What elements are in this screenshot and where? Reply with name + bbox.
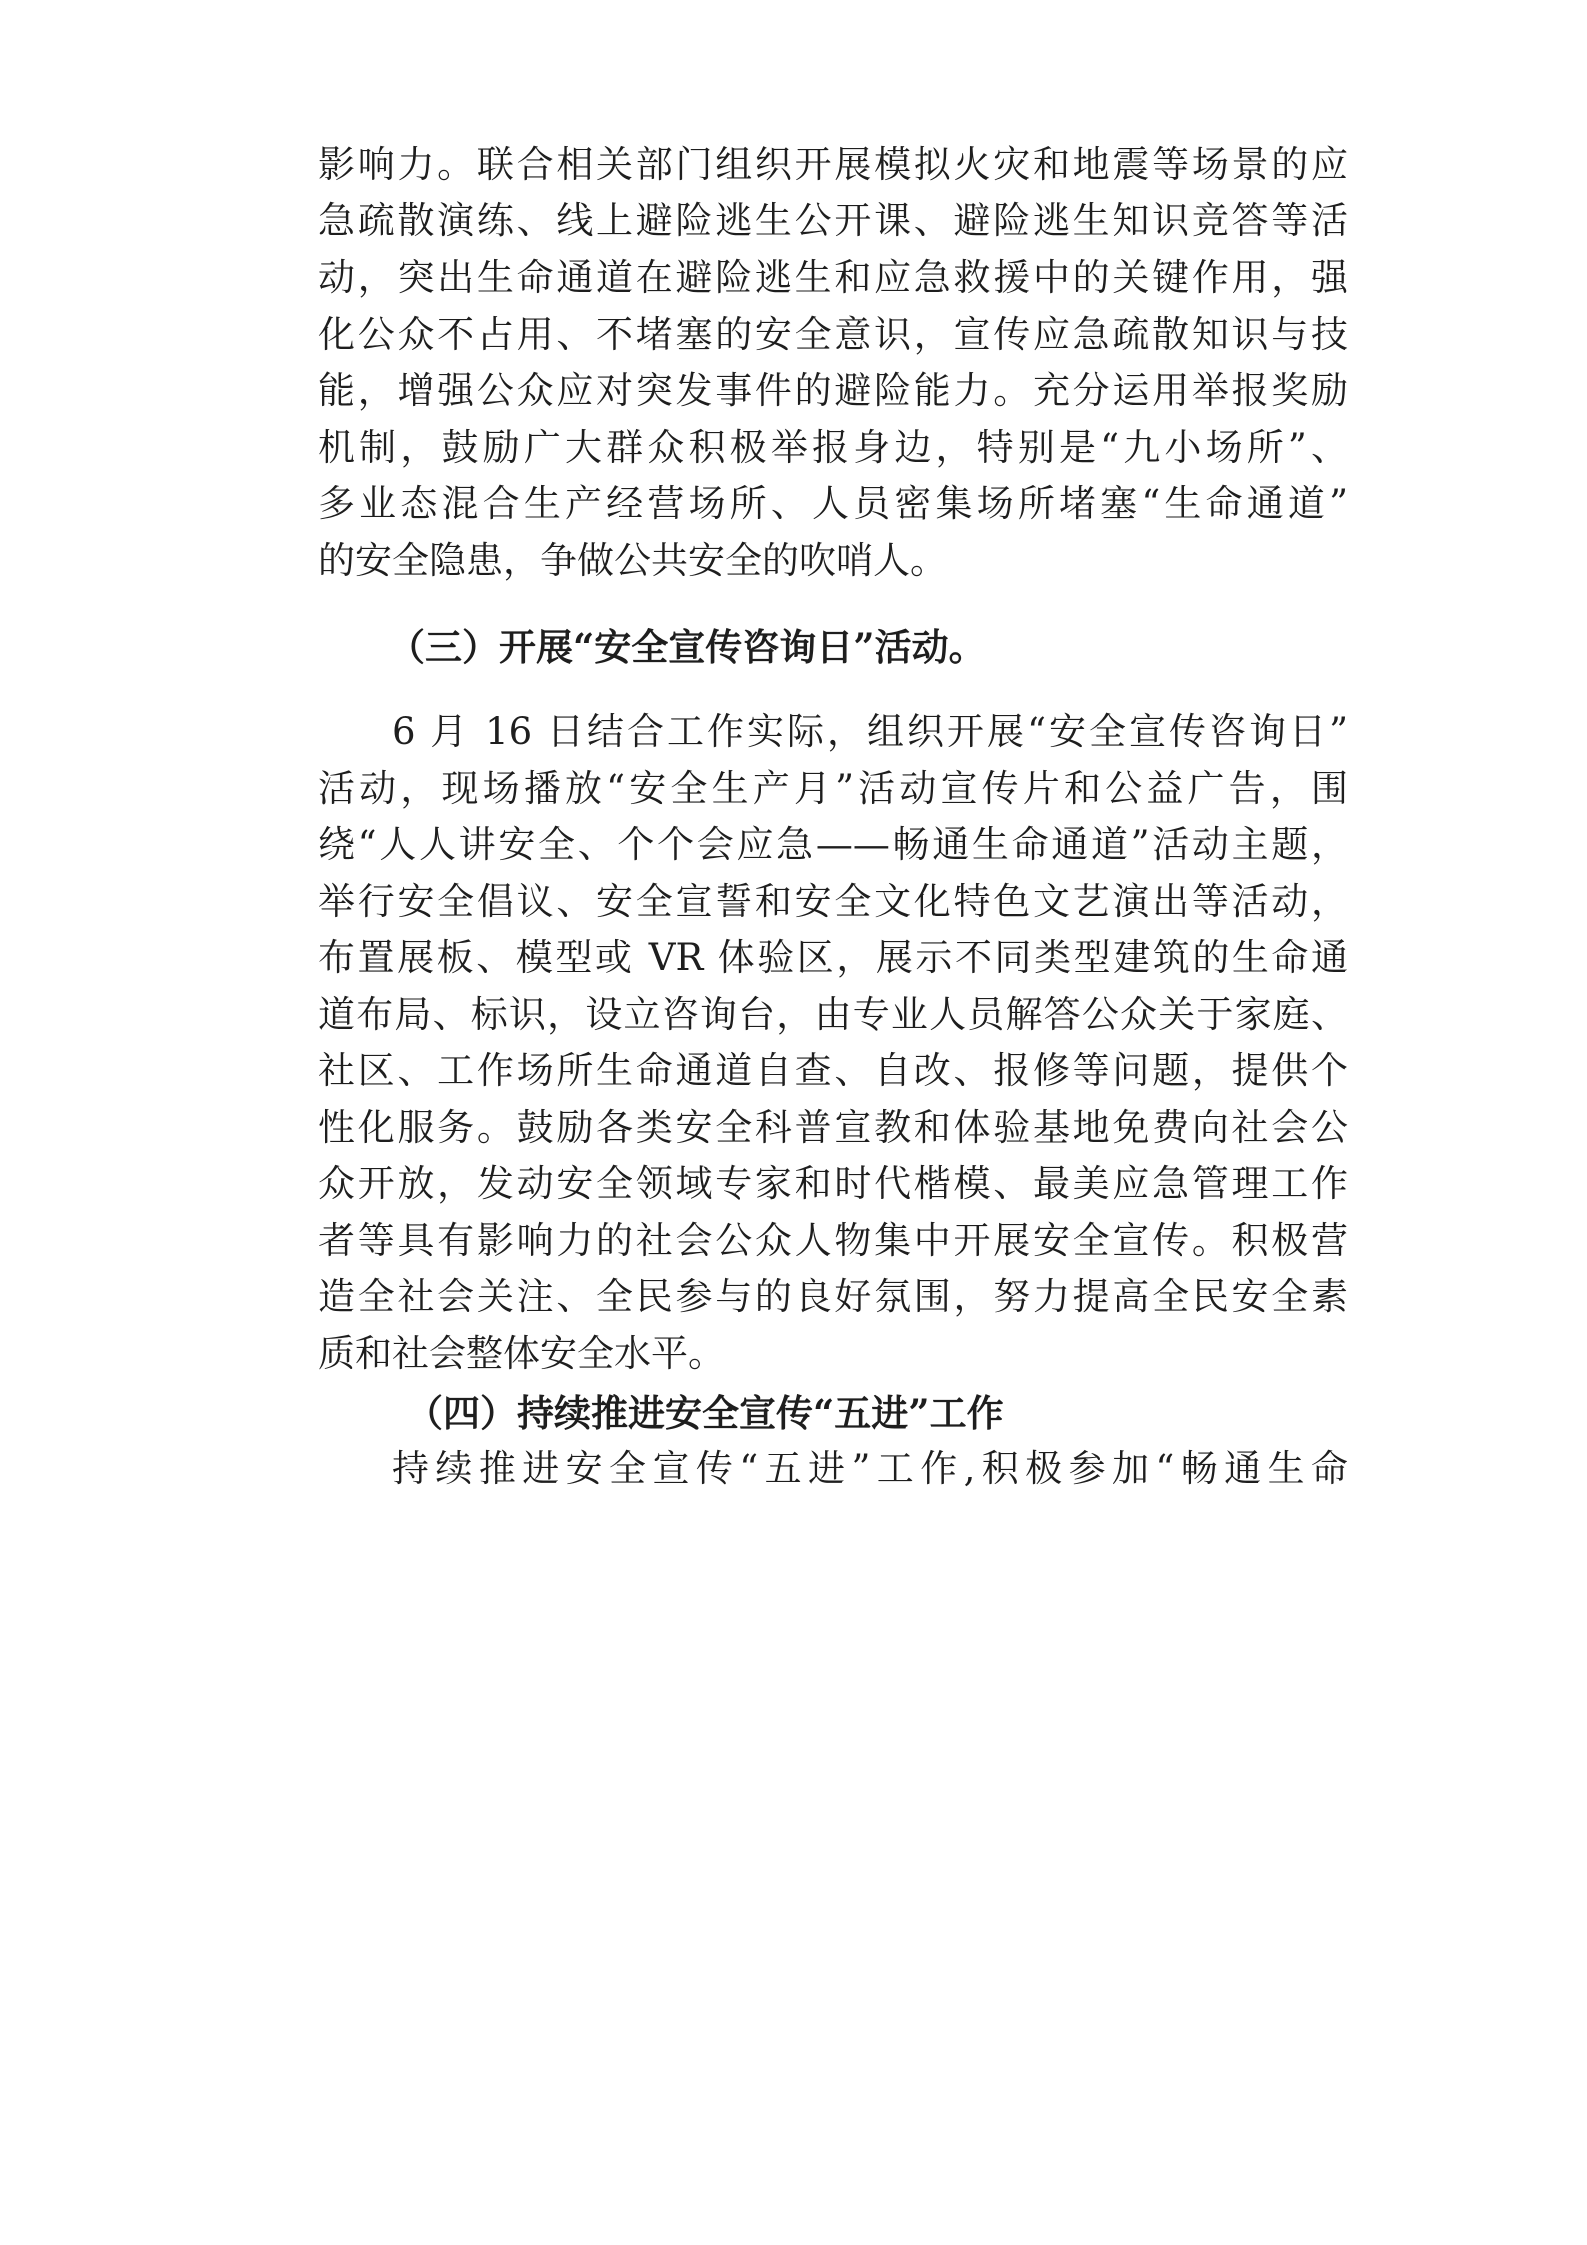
paragraph-line-3: 动，突出生命通道在避险逃生和应急救援中的关键作用，强 bbox=[318, 256, 1348, 299]
paragraph-line-10: 6 月 16 日结合工作实际，组织开展“安全宣传咨询日” bbox=[392, 710, 1348, 753]
paragraph-line-11: 活动，现场播放“安全生产月”活动宣传片和公益广告，围 bbox=[318, 767, 1348, 810]
section-heading-4: （四）持续推进安全宣传“五进”工作 bbox=[406, 1391, 1004, 1435]
paragraph-line-16: 社区、工作场所生命通道自查、自改、报修等问题，提供个 bbox=[318, 1049, 1348, 1092]
paragraph-line-14: 布置展板、模型或 VR 体验区，展示不同类型建筑的生命通 bbox=[318, 936, 1348, 979]
paragraph-line-2: 急疏散演练、线上避险逃生公开课、避险逃生知识竞答等活 bbox=[318, 199, 1348, 242]
paragraph-line-8: 的安全隐患，争做公共安全的吹哨人。 bbox=[318, 539, 947, 582]
paragraph-line-1: 影响力。联合相关部门组织开展模拟火灾和地震等场景的应 bbox=[318, 143, 1348, 186]
paragraph-line-17: 性化服务。鼓励各类安全科普宣教和体验基地免费向社会公 bbox=[318, 1106, 1348, 1149]
paragraph-line-18: 众开放，发动安全领域专家和时代楷模、最美应急管理工作 bbox=[318, 1162, 1348, 1205]
paragraph-line-7: 多业态混合生产经营场所、人员密集场所堵塞“生命通道” bbox=[318, 482, 1348, 525]
paragraph-line-6: 机制，鼓励广大群众积极举报身边，特别是“九小场所”、 bbox=[318, 426, 1348, 469]
paragraph-line-20: 造全社会关注、全民参与的良好氛围，努力提高全民安全素 bbox=[318, 1275, 1348, 1318]
paragraph-line-21: 质和社会整体安全水平。 bbox=[318, 1332, 725, 1375]
section-heading-3: （三）开展“安全宣传咨询日”活动。 bbox=[388, 625, 986, 669]
paragraph-line-13: 举行安全倡议、安全宣誓和安全文化特色文艺演出等活动， bbox=[318, 880, 1348, 923]
paragraph-line-15: 道布局、标识，设立咨询台，由专业人员解答公众关于家庭、 bbox=[318, 993, 1348, 1036]
paragraph-line-12: 绕“人人讲安全、个个会应急——畅通生命通道”活动主题， bbox=[318, 823, 1348, 866]
paragraph-line-4: 化公众不占用、不堵塞的安全意识，宣传应急疏散知识与技 bbox=[318, 313, 1348, 356]
paragraph-line-5: 能，增强公众应对突发事件的避险能力。充分运用举报奖励 bbox=[318, 369, 1348, 412]
paragraph-line-19: 者等具有影响力的社会公众人物集中开展安全宣传。积极营 bbox=[318, 1219, 1348, 1262]
paragraph-line-23: 持续推进安全宣传“五进”工作,积极参加“畅通生命 bbox=[392, 1447, 1348, 1490]
